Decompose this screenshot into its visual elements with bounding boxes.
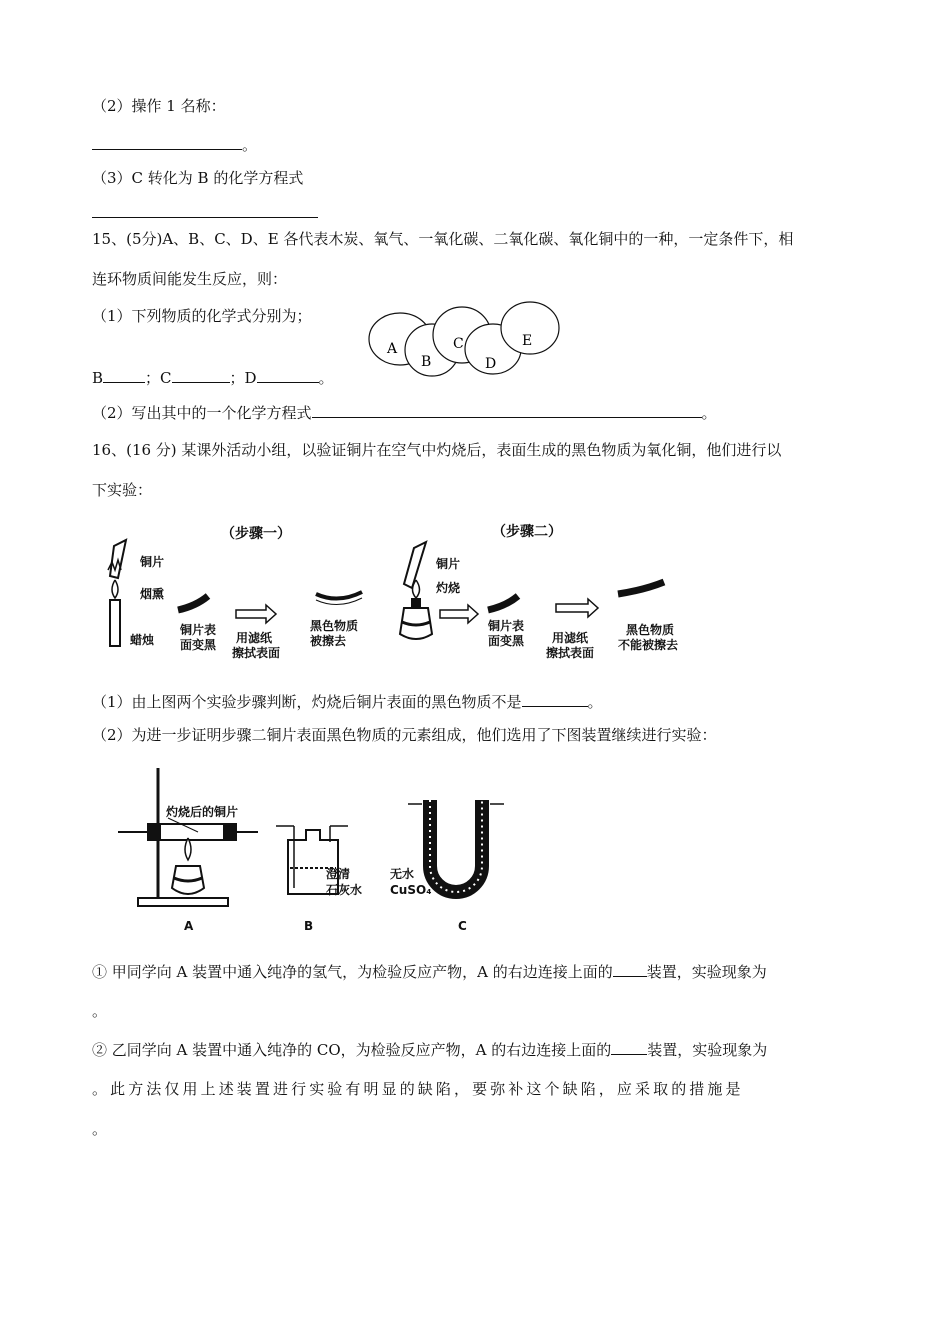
step1-result2-line1: 黑色物质	[310, 619, 359, 633]
step2-title: （步骤二）	[492, 524, 562, 540]
apparatus-figure	[108, 760, 528, 940]
q16-part2: （2）为进一步证明步骤二铜片表面黑色物质的元素组成，他们选用了下图装置继续进行实验：	[92, 726, 717, 744]
apparatus-b-note1: 澄清	[326, 867, 351, 881]
step1-candle-label: 蜡烛	[130, 633, 155, 647]
step1-result1-line1: 铜片表	[180, 623, 217, 637]
step2-wipe-line2: 擦拭表面	[546, 646, 595, 660]
q16-stem-line2: 下实验：	[92, 481, 153, 499]
label-c: ；C	[145, 369, 172, 387]
q16-sub1-text-cont: 装置，实验现象为	[646, 963, 767, 981]
ring-label-a: A	[387, 341, 398, 357]
q16-sub2-text-cont: 装置，实验现象为	[647, 1041, 768, 1059]
label-b: B	[92, 369, 104, 387]
step2-result1-line1: 铜片表	[488, 619, 525, 633]
step2-burn-label: 灼烧	[436, 581, 461, 595]
q16-sub2-end: 。	[92, 1120, 108, 1138]
q16-sub2-line1	[92, 1038, 767, 1060]
arrow-icon	[440, 605, 478, 623]
step1-result1-line2: 面变黑	[180, 638, 217, 652]
step1-title: （步骤一）	[221, 526, 291, 542]
q15-formula-blanks	[92, 366, 334, 388]
q15-part2-text: （2）写出其中的一个化学方程式	[92, 404, 312, 422]
q14-part2-text: （2）操作 1 名称：	[92, 97, 226, 115]
ring-label-e: E	[522, 333, 533, 349]
ring-diagram	[362, 298, 567, 378]
ring-label-b: B	[421, 354, 432, 370]
u-tube-icon	[430, 800, 482, 892]
q15-part2	[92, 401, 717, 423]
q16-part1	[92, 690, 603, 712]
step1-result2-line2: 被擦去	[310, 634, 347, 648]
apparatus-a-note: 灼烧后的铜片	[166, 805, 239, 819]
q15-stem-line2: 连环物质间能发生反应，则：	[92, 270, 288, 288]
answer-blank[interactable]	[613, 960, 647, 977]
step2-result2-line2: 不能被擦去	[618, 638, 679, 652]
answer-blank[interactable]	[92, 133, 242, 150]
step2-wipe-line1: 用滤纸	[552, 631, 589, 645]
answer-line[interactable]	[92, 217, 318, 218]
apparatus-c-note1: 无水	[390, 867, 415, 881]
period: 。	[587, 693, 603, 711]
answer-blank[interactable]	[611, 1038, 647, 1055]
q15-stem-line1: 15、(5分)A、B、C、D、E 各代表木炭、氧气、一氧化碳、二氧化碳、氧化铜中的一种，一定条件下，相	[92, 230, 794, 248]
apparatus-b-note2: 石灰水	[326, 883, 363, 897]
ring-label-c: C	[453, 336, 464, 352]
step2-result1-line2: 面变黑	[488, 634, 525, 648]
tube-stopper-left	[148, 824, 160, 840]
label-d: ；D	[229, 369, 257, 387]
q14-part2	[92, 95, 226, 116]
step1-wipe-line1: 用滤纸	[236, 631, 273, 645]
period: 。	[242, 136, 258, 154]
q16-stem-line1: 16、(16 分) 某课外活动小组，以验证铜片在空气中灼烧后，表面生成的黑色物质为氧化铜，他们进行以	[92, 441, 782, 459]
blackened-copper-icon	[178, 596, 208, 610]
period: 。	[318, 369, 334, 387]
steps-figure	[96, 518, 696, 668]
q16-sub1-text: ① 甲同学向 A 装置中通入纯净的氢气，为检验反应产物，A 的右边连接上面的	[92, 963, 613, 981]
q16-sub2-text: ② 乙同学向 A 装置中通入纯净的 CO，为检验反应产物，A 的右边连接上面的	[92, 1041, 612, 1059]
step1-smoke-label: 烟熏	[140, 587, 165, 601]
flame-icon	[112, 580, 118, 598]
apparatus-label-a: A	[184, 919, 194, 933]
q16-sub1-line1	[92, 960, 767, 982]
arrow-icon	[236, 605, 276, 623]
q16-part1-text: （1）由上图两个实验步骤判断，灼烧后铜片表面的黑色物质不是	[92, 693, 522, 711]
flame-icon	[185, 838, 191, 860]
q16-sub1-end: 。	[92, 1002, 108, 1020]
stand-base	[138, 898, 228, 906]
blank-d[interactable]	[257, 366, 319, 383]
q14-part2-answer	[92, 133, 257, 155]
arrow-icon	[556, 599, 598, 617]
q14-part3	[92, 167, 303, 188]
period: 。	[701, 404, 717, 422]
lamp-wick-icon	[411, 598, 421, 608]
blank-c[interactable]	[172, 366, 230, 383]
candle-icon	[110, 600, 120, 646]
step1-wipe-line2: 擦拭表面	[232, 646, 281, 660]
q14-part3-text: （3）C 转化为 B 的化学方程式	[92, 169, 304, 187]
blackened-copper-icon	[488, 596, 518, 610]
apparatus-label-b: B	[304, 919, 314, 933]
tube-stopper-right	[224, 824, 236, 840]
ring-label-d: D	[485, 356, 497, 372]
still-black-copper-icon	[618, 582, 664, 594]
answer-blank[interactable]	[522, 690, 588, 707]
apparatus-c-note2: CuSO₄	[390, 883, 432, 897]
step2-copper-label: 铜片	[436, 557, 461, 571]
answer-blank[interactable]	[312, 401, 702, 418]
q15-part1: （1）下列物质的化学式分别为；	[92, 307, 312, 325]
step2-result2-line1: 黑色物质	[626, 623, 675, 637]
apparatus-label-c: C	[458, 919, 467, 933]
q16-sub2-line2: 。此方法仅用上述装置进行实验有明显的缺陷，要弥补这个缺陷，应采取的措施是	[92, 1080, 744, 1098]
step1-copper-label: 铜片	[140, 555, 165, 569]
glass-tube-icon	[148, 824, 236, 840]
clean-copper-icon	[316, 592, 362, 599]
blank-b[interactable]	[103, 366, 145, 383]
flame-icon	[413, 580, 420, 598]
